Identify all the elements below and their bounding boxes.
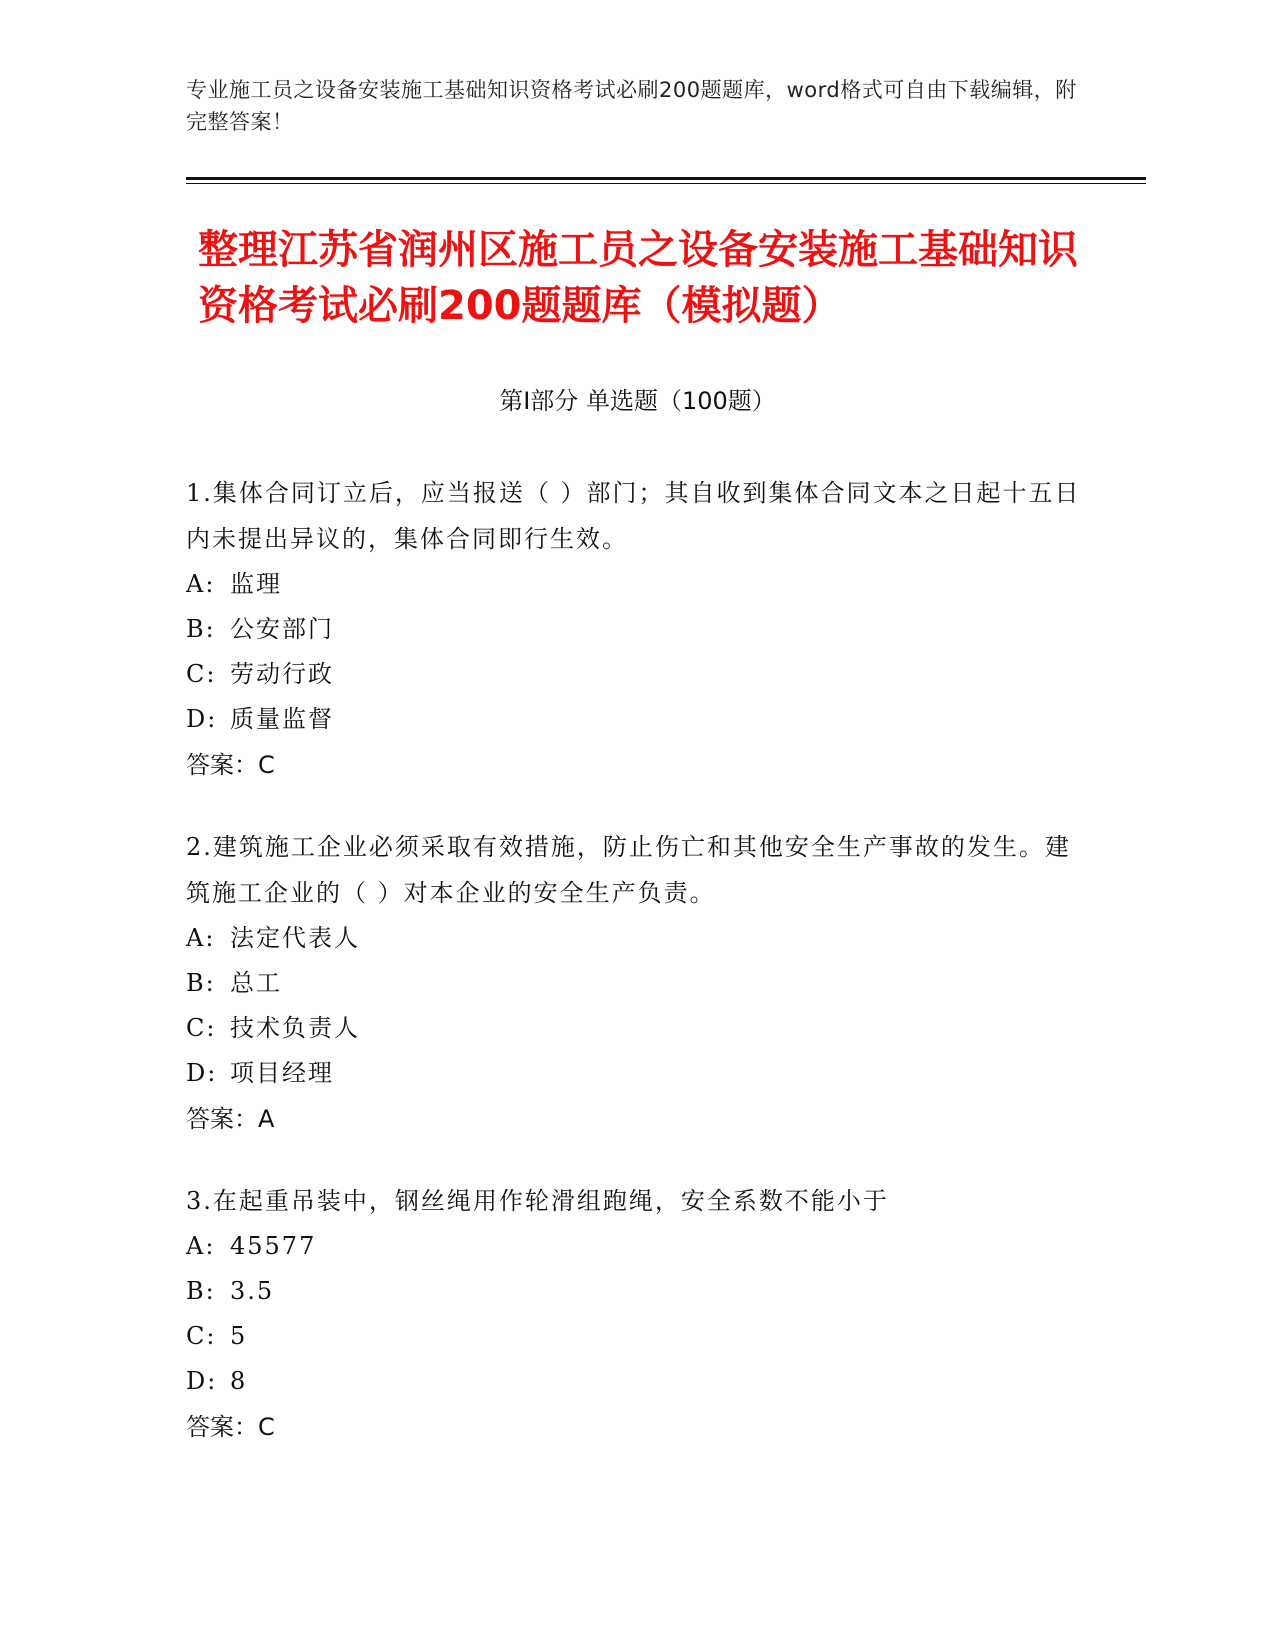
- option-key: B:: [186, 1277, 216, 1305]
- header-rule-thick: [186, 177, 1146, 180]
- option-text: 法定代表人: [230, 924, 360, 952]
- question-stem: 2.建筑施工企业必须采取有效措施，防止伤亡和其他安全生产事故的发生。建筑施工企业的（ ）对本企业的安全生产负责。: [186, 833, 1071, 907]
- option-key: D:: [186, 1059, 218, 1087]
- header-note: 专业施工员之设备安装施工基础知识资格考试必刷200题题库，word格式可自由下载编辑，附完整答案！: [186, 78, 1077, 134]
- option-key: A:: [186, 924, 216, 952]
- option-a: [186, 916, 1086, 961]
- option-key: D:: [186, 1367, 218, 1395]
- question-stem: 1.集体合同订立后，应当报送（ ）部门；其自收到集体合同文本之日起十五日内未提出异议的，集体合同即行生效。: [186, 479, 1081, 553]
- option-key: C:: [186, 1322, 217, 1350]
- option-d: [186, 1359, 1086, 1404]
- option-b: [186, 607, 1086, 652]
- document-title: 整理江苏省润州区施工员之设备安装施工基础知识资格考试必刷200题题库（模拟题）: [198, 227, 1078, 329]
- option-text: 总工: [230, 969, 282, 997]
- option-key: C:: [186, 660, 217, 688]
- question-stem: 3.在起重吊装中，钢丝绳用作轮滑组跑绳，安全系数不能小于: [186, 1187, 889, 1215]
- option-key: A:: [186, 570, 216, 598]
- question-list: [186, 470, 1086, 1486]
- option-a: [186, 562, 1086, 607]
- option-d: [186, 697, 1086, 742]
- option-key: D:: [186, 705, 218, 733]
- answer: 答案：C: [186, 1413, 275, 1441]
- option-text: 质量监督: [230, 705, 334, 733]
- option-key: B:: [186, 615, 216, 643]
- option-d: [186, 1051, 1086, 1096]
- option-text: 5: [230, 1322, 248, 1350]
- option-a: [186, 1224, 1086, 1269]
- option-c: [186, 1006, 1086, 1051]
- option-text: 劳动行政: [230, 660, 334, 688]
- option-c: [186, 652, 1086, 697]
- question-1: [186, 470, 1086, 788]
- option-text: 技术负责人: [230, 1014, 360, 1042]
- option-c: [186, 1314, 1086, 1359]
- header-rule-thin: [186, 183, 1146, 184]
- option-text: 监理: [230, 570, 282, 598]
- option-key: B:: [186, 969, 216, 997]
- option-text: 8: [230, 1367, 248, 1395]
- option-b: [186, 1269, 1086, 1314]
- question-3: [186, 1178, 1086, 1450]
- answer: 答案：C: [186, 751, 275, 779]
- section-heading: 第Ⅰ部分 单选题（100题）: [499, 387, 776, 415]
- option-text: 3.5: [230, 1277, 275, 1305]
- answer: 答案：A: [186, 1105, 275, 1133]
- question-2: [186, 824, 1086, 1142]
- option-key: A:: [186, 1232, 216, 1260]
- option-text: 45577: [230, 1232, 317, 1260]
- option-key: C:: [186, 1014, 217, 1042]
- option-b: [186, 961, 1086, 1006]
- option-text: 公安部门: [230, 615, 334, 643]
- option-text: 项目经理: [230, 1059, 334, 1087]
